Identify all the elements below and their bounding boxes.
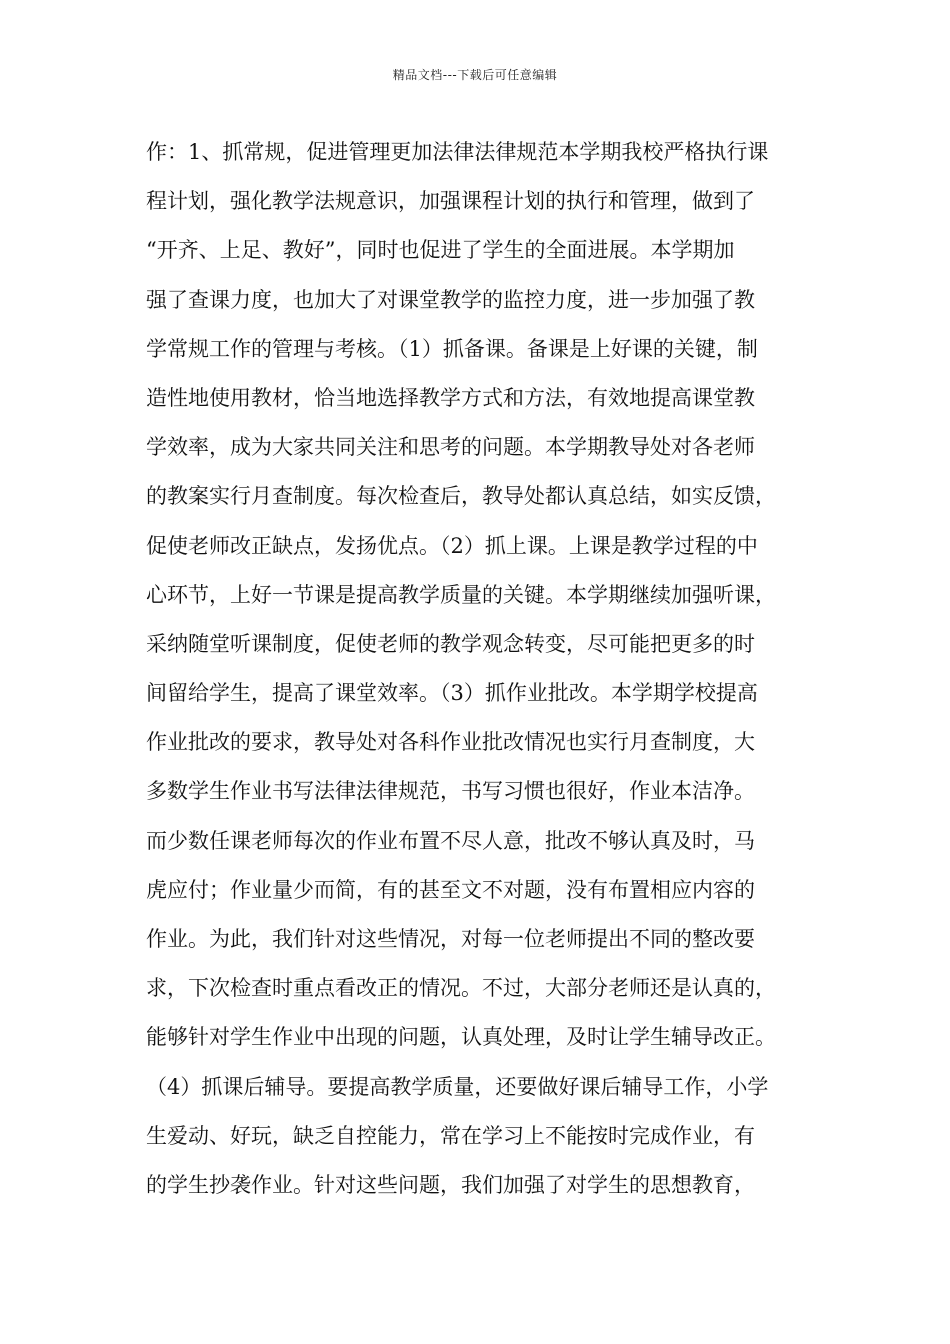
text-line: （4）抓课后辅导。要提高教学质量，还要做好课后辅导工作，小学 bbox=[146, 1074, 769, 1099]
text-line: 强了查课力度，也加大了对课堂教学的监控力度，进一步加强了教 bbox=[146, 287, 755, 312]
text-line: 程计划，强化教学法规意识，加强课程计划的执行和管理，做到了 bbox=[146, 189, 755, 214]
text-line: “开齐、上足、教好”，同时也促进了学生的全面进展。本学期加 bbox=[146, 238, 735, 263]
text-line: 学效率，成为大家共同关注和思考的问题。本学期教导处对各老师 bbox=[146, 435, 755, 460]
text-line: 能够针对学生作业中出现的问题，认真处理，及时让学生辅导改正。 bbox=[146, 1025, 776, 1050]
text-line: 生爱动、好玩，缺乏自控能力，常在学习上不能按时完成作业，有 bbox=[146, 1123, 755, 1148]
text-line: 的学生抄袭作业。针对这些问题，我们加强了对学生的思想教育， bbox=[146, 1172, 755, 1197]
text-line: 心环节，上好一节课是提高教学质量的关键。本学期继续加强听课， bbox=[146, 582, 776, 607]
text-line: 采纳随堂听课制度，促使老师的教学观念转变，尽可能把更多的时 bbox=[146, 631, 755, 656]
text-line: 间留给学生，提高了课堂效率。（3）抓作业批改。本学期学校提高 bbox=[146, 681, 758, 706]
text-line: 而少数任课老师每次的作业布置不尽人意，批改不够认真及时，马 bbox=[146, 828, 755, 853]
text-line: 促使老师改正缺点，发扬优点。（2）抓上课。上课是教学过程的中 bbox=[146, 533, 758, 558]
text-line: 造性地使用教材，恰当地选择教学方式和方法，有效地提高课堂教 bbox=[146, 385, 755, 410]
text-line: 的教案实行月查制度。每次检查后，教导处都认真总结，如实反馈， bbox=[146, 484, 776, 509]
text-line: 学常规工作的管理与考核。（1）抓备课。备课是上好课的关键，制 bbox=[146, 336, 758, 361]
text-line: 求，下次检查时重点看改正的情况。不过，大部分老师还是认真的， bbox=[146, 976, 776, 1001]
text-line: 作业。为此，我们针对这些情况，对每一位老师提出不同的整改要 bbox=[146, 927, 755, 951]
text-line: 多数学生作业书写法律法律规范，书写习惯也很好，作业本洁净。 bbox=[146, 779, 755, 804]
text-line: 作：1、抓常规，促进管理更加法律法律规范本学期我校严格执行课 bbox=[146, 140, 769, 164]
text-line: 作业批改的要求，教导处对各科作业批改情况也实行月查制度，大 bbox=[146, 730, 755, 755]
body-text bbox=[146, 128, 816, 1210]
text-line: 虎应付；作业量少而简，有的甚至文不对题，没有布置相应内容的 bbox=[146, 877, 755, 902]
page-header: 精品文档---下载后可任意编辑 bbox=[392, 68, 558, 82]
